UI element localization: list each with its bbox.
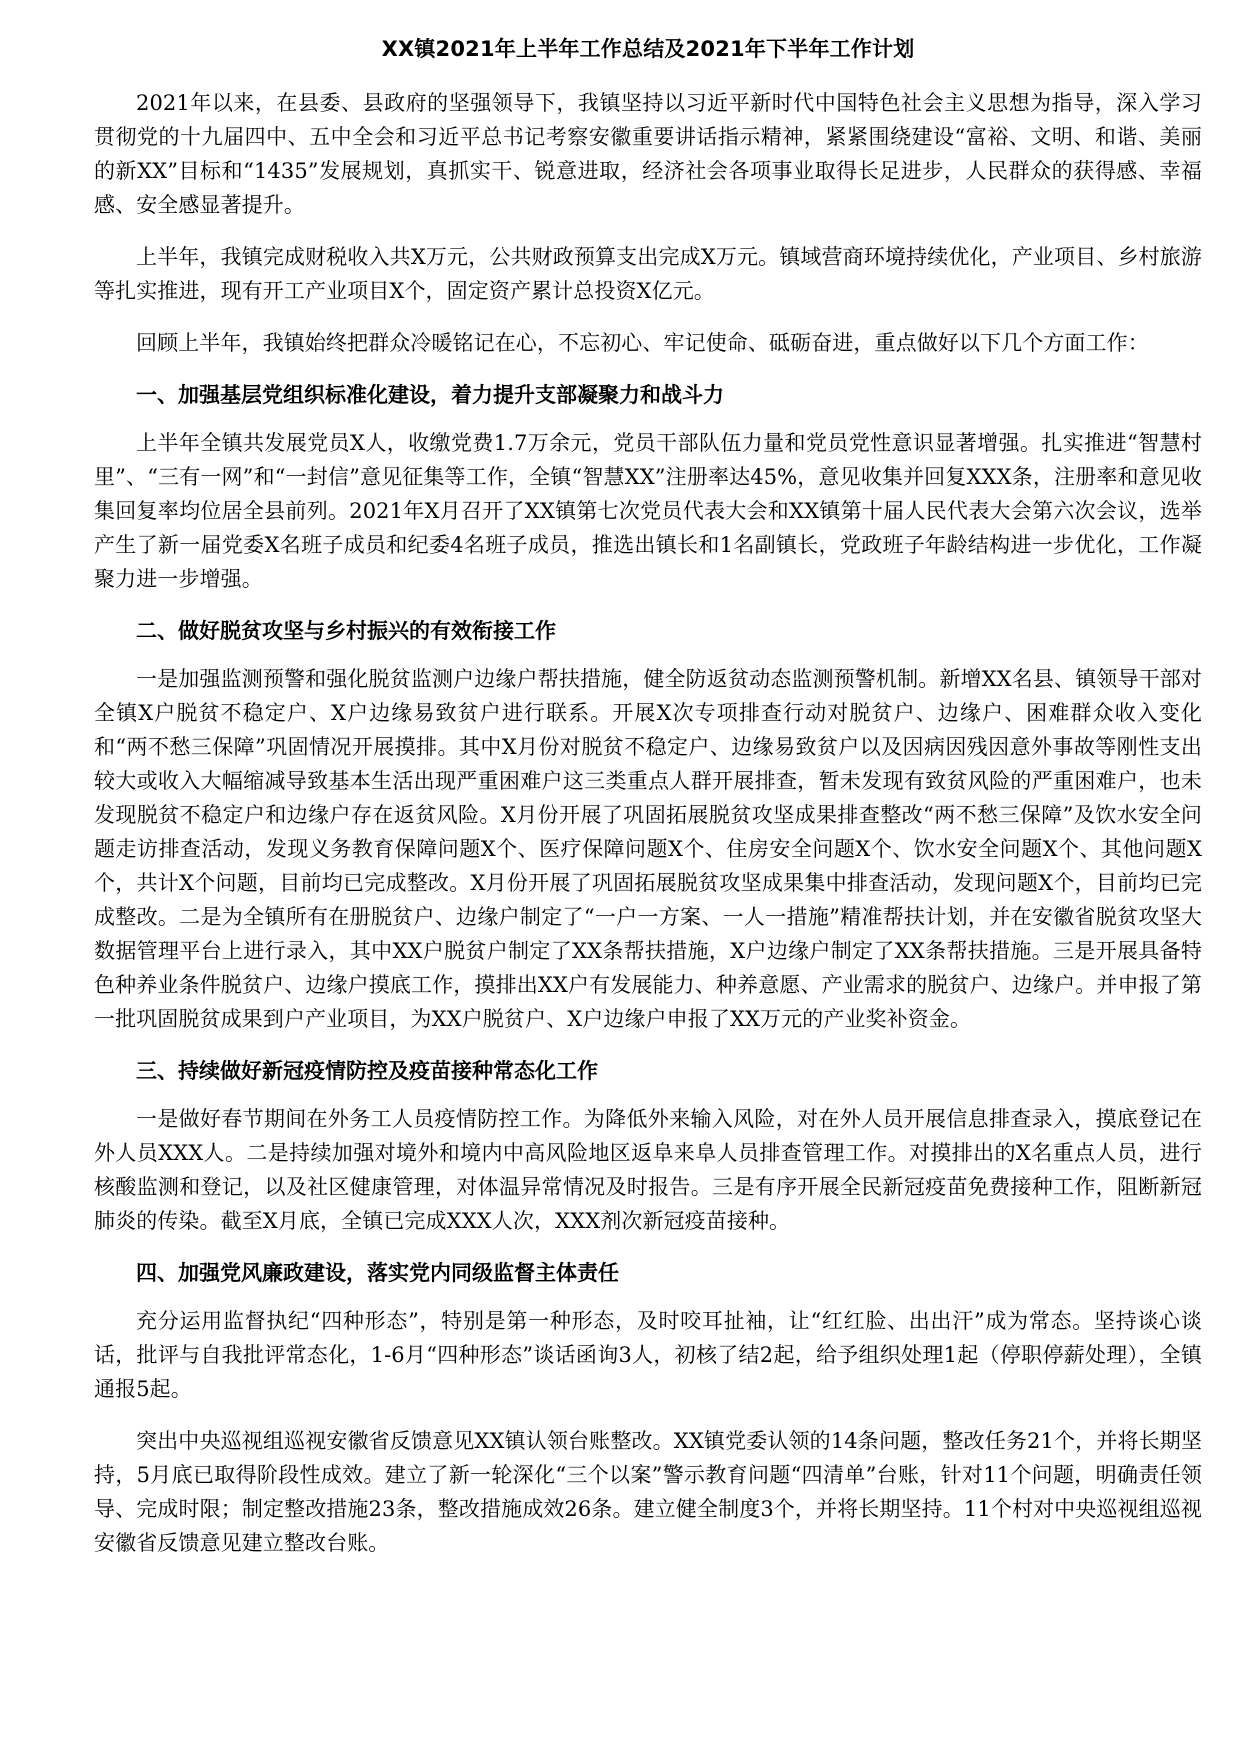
section-heading-1: 一、加强基层党组织标准化建设，着力提升支部凝聚力和战斗力	[136, 383, 724, 407]
intro-paragraph: 上半年，我镇完成财税收入共X万元，公共财政预算支出完成X万元。镇域营商环境持续优化，产业项目、乡村旅游等扎实推进，现有开工产业项目X个，固定资产累计总投资X亿元。	[94, 245, 1202, 303]
document-title: XX镇2021年上半年工作总结及2021年下半年工作计划	[381, 37, 915, 61]
intro-paragraph: 回顾上半年，我镇始终把群众冷暖铭记在心，不忘初心、牢记使命、砥砺奋进，重点做好以下几个方面工作：	[136, 331, 1149, 355]
section-heading-2: 二、做好脱贫攻坚与乡村振兴的有效衔接工作	[136, 619, 556, 643]
section-heading-3: 三、持续做好新冠疫情防控及疫苗接种常态化工作	[136, 1059, 598, 1083]
section-4-paragraph: 充分运用监督执纪“四种形态”，特别是第一种形态，及时咬耳扯袖，让“红红脸、出出汗”成为常态。坚持谈心谈话，批评与自我批评常态化，1-6月“四种形态”谈话函询3人，初核了结2起，给予组织处理1起（停职停薪处理），全镇通报5起。	[94, 1309, 1202, 1401]
section-1-paragraph: 上半年全镇共发展党员X人，收缴党费1.7万余元，党员干部队伍力量和党员党性意识显著增强。扎实推进“智慧村里”、“三有一网”和“一封信”意见征集等工作，全镇“智慧XX”注册率达45%，意见收集并回复XXX条，注册率和意见收集回复率均位居全县前列。2021年X月召开了XX镇第七次党员代表大会和XX镇第十届人民代表大会第六次会议，选举产生了新一届党委X名班子成员和纪委4名班子成员，推选出镇长和1名副镇长，党政班子年龄结构进一步优化，工作凝聚力进一步增强。	[94, 431, 1202, 591]
section-2-paragraph: 一是加强监测预警和强化脱贫监测户边缘户帮扶措施，健全防返贫动态监测预警机制。新增XX名县、镇领导干部对全镇X户脱贫不稳定户、X户边缘易致贫户进行联系。开展X次专项排查行动对脱贫户、边缘户、困难群众收入变化和“两不愁三保障”巩固情况开展摸排。其中X月份对脱贫不稳定户、边缘易致贫户以及因病因残因意外事故等刚性支出较大或收入大幅缩减导致基本生活出现严重困难户这三类重点人群开展排查，暂未发现有致贫风险的严重困难户，也未发现脱贫不稳定户和边缘户存在返贫风险。X月份开展了巩固拓展脱贫攻坚成果排查整改“两不愁三保障”及饮水安全问题走访排查活动，发现义务教育保障问题X个、医疗保障问题X个、住房安全问题X个、饮水安全问题X个、其他问题X个，共计X个问题，目前均已完成整改。X月份开展了巩固拓展脱贫攻坚成果集中排查活动，发现问题X个，目前均已完成整改。二是为全镇所有在册脱贫户、边缘户制定了“一户一方案、一人一措施”精准帮扶计划，并在安徽省脱贫攻坚大数据管理平台上进行录入，其中XX户脱贫户制定了XX条帮扶措施，X户边缘户制定了XX条帮扶措施。三是开展具备特色种养业条件脱贫户、边缘户摸底工作，摸排出XX户有发展能力、种养意愿、产业需求的脱贫户、边缘户。并申报了第一批巩固脱贫成果到户产业项目，为XX户脱贫户、X户边缘户申报了XX万元的产业奖补资金。	[94, 667, 1202, 1031]
section-3-paragraph: 一是做好春节期间在外务工人员疫情防控工作。为降低外来输入风险，对在外人员开展信息排查录入，摸底登记在外人员XXX人。二是持续加强对境外和境内中高风险地区返阜来阜人员排查管理工作。对摸排出的X名重点人员，进行核酸监测和登记，以及社区健康管理，对体温异常情况及时报告。三是有序开展全民新冠疫苗免费接种工作，阻断新冠肺炎的传染。截至X月底，全镇已完成XXX人次，XXX剂次新冠疫苗接种。	[94, 1107, 1202, 1233]
section-4-paragraph: 突出中央巡视组巡视安徽省反馈意见XX镇认领台账整改。XX镇党委认领的14条问题，整改任务21个，并将长期坚持，5月底已取得阶段性成效。建立了新一轮深化“三个以案”警示教育问题“四清单”台账，针对11个问题，明确责任领导、完成时限；制定整改措施23条，整改措施成效26条。建立健全制度3个，并将长期坚持。11个村对中央巡视组巡视安徽省反馈意见建立整改台账。	[94, 1429, 1202, 1555]
intro-paragraph: 2021年以来，在县委、县政府的坚强领导下，我镇坚持以习近平新时代中国特色社会主义思想为指导，深入学习贯彻党的十九届四中、五中全会和习近平总书记考察安徽重要讲话指示精神，紧紧围绕建设“富裕、文明、和谐、美丽的新XX”目标和“1435”发展规划，真抓实干、锐意进取，经济社会各项事业取得长足进步，人民群众的获得感、幸福感、安全感显著提升。	[94, 91, 1202, 217]
section-heading-4: 四、加强党风廉政建设，落实党内同级监督主体责任	[136, 1261, 619, 1285]
document-page	[94, 34, 1202, 1578]
